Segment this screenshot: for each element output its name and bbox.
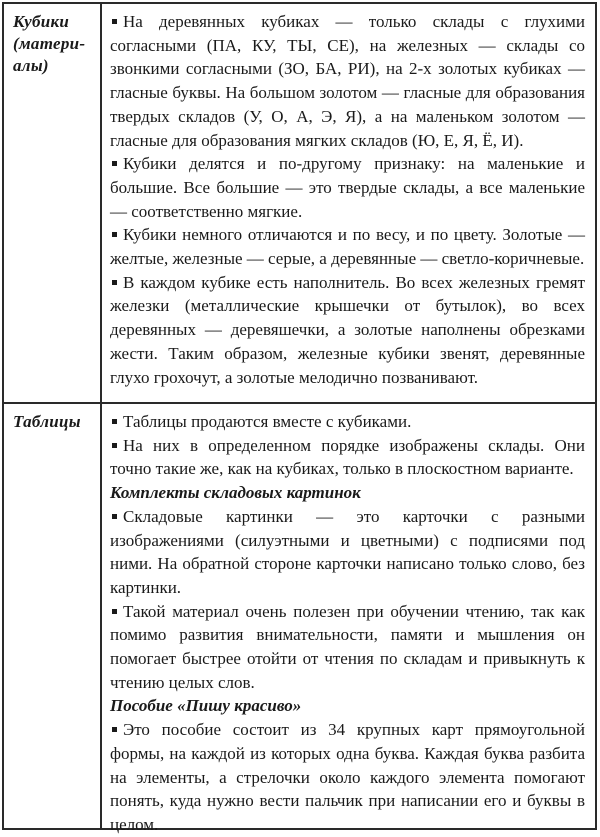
row-label-cubes bbox=[4, 4, 102, 402]
subheading-syllable-pictures: Комплекты складовых картинок bbox=[110, 483, 361, 503]
paragraph-text: Кубики делятся и по-другому признаку: на маленькие и большие. Все большие — это твердые склады, а все маленькие — соответственно мягкие. bbox=[110, 154, 585, 221]
paragraph-text: На них в определенном порядке изображены склады. Они точно такие же, как на кубиках, только в плоскостном варианте. bbox=[110, 435, 585, 479]
row-content-tables bbox=[102, 404, 595, 834]
table-row-cubes bbox=[4, 4, 595, 402]
bullet-paragraph bbox=[110, 10, 585, 152]
bullet-icon bbox=[112, 514, 117, 519]
bullet-paragraph bbox=[110, 600, 585, 695]
paragraph-text: Складовые картинки — это карточки с разными изображениями (силуэтными и цветными) с подписями под ними. На обратной стороне карточки написано только слово, без картинки. bbox=[110, 506, 585, 597]
bullet-paragraph bbox=[110, 410, 585, 434]
bullet-icon bbox=[112, 443, 117, 448]
bullet-icon bbox=[112, 161, 117, 166]
bullet-icon bbox=[112, 419, 117, 424]
row-label-line: Кубики bbox=[13, 12, 70, 31]
materials-table bbox=[2, 2, 597, 834]
bullet-icon bbox=[112, 609, 117, 614]
row-content-cubes bbox=[102, 4, 595, 402]
paragraph-text: В каждом кубике есть наполнитель. Во всех железных гремят железки (металлические крышечки от бутылок), во всех деревянных — деревяшечки, а золотые наполнены обрезками жести. Таким образом, железные кубики звенят, деревянные глухо грохочут, а золотые мелодично позванивают. bbox=[110, 272, 585, 387]
paragraph-text: Такой материал очень полезен при обучении чтению, так как помимо развития внимательности, памяти и мышления он помогает быстрее отойти от чтения по складам и привыкнуть к чтению целых слов. bbox=[110, 601, 585, 692]
row-label-tables bbox=[4, 404, 102, 828]
bullet-icon bbox=[112, 19, 117, 24]
paragraph-text: Кубики немного отличаются и по весу, и по цвету. Золотые — желтые, железные — серые, а деревянные — светло-коричневые. bbox=[110, 225, 585, 269]
paragraph-text: На деревянных кубиках — только склады с глухими согласными (ПА, КУ, ТЫ, СЕ), на железных — склады со звонкими согласными (ЗО, БА, РИ), на 2-х золотых кубиках — гласные буквы. На большом золотом — гласные для образования твердых складов (У, О, А, Э, Я), а на маленьком золотом — гласные для образования мягких складов (Ю, Е, Я, Ё, И). bbox=[110, 12, 585, 150]
bullet-paragraph bbox=[110, 152, 585, 223]
bullet-icon bbox=[112, 232, 117, 237]
bullet-paragraph bbox=[110, 223, 585, 270]
bullet-paragraph bbox=[110, 434, 585, 481]
row-label-line: алы) bbox=[13, 56, 49, 75]
subheading-write-beautifully: Пособие «Пишу красиво» bbox=[110, 696, 302, 716]
bullet-paragraph bbox=[110, 271, 585, 390]
bullet-icon bbox=[112, 280, 117, 285]
row-label-line: (матери- bbox=[13, 34, 86, 53]
table-row-tables bbox=[4, 402, 595, 834]
paragraph-text: Таблицы продаются вместе с кубиками. bbox=[123, 412, 412, 431]
bullet-paragraph bbox=[110, 718, 585, 837]
paragraph-text: Это пособие состоит из 34 крупных карт прямоугольной формы, на каждой из которых одна буква. Каждая буква разбита на элементы, а стрелочки около каждого элемента помогают понять, куда нужно вести пальчик при написании его и буквы в целом. bbox=[110, 720, 585, 834]
row-label-line: Таблицы bbox=[13, 412, 81, 431]
bullet-paragraph bbox=[110, 505, 585, 600]
bullet-icon bbox=[112, 727, 117, 732]
